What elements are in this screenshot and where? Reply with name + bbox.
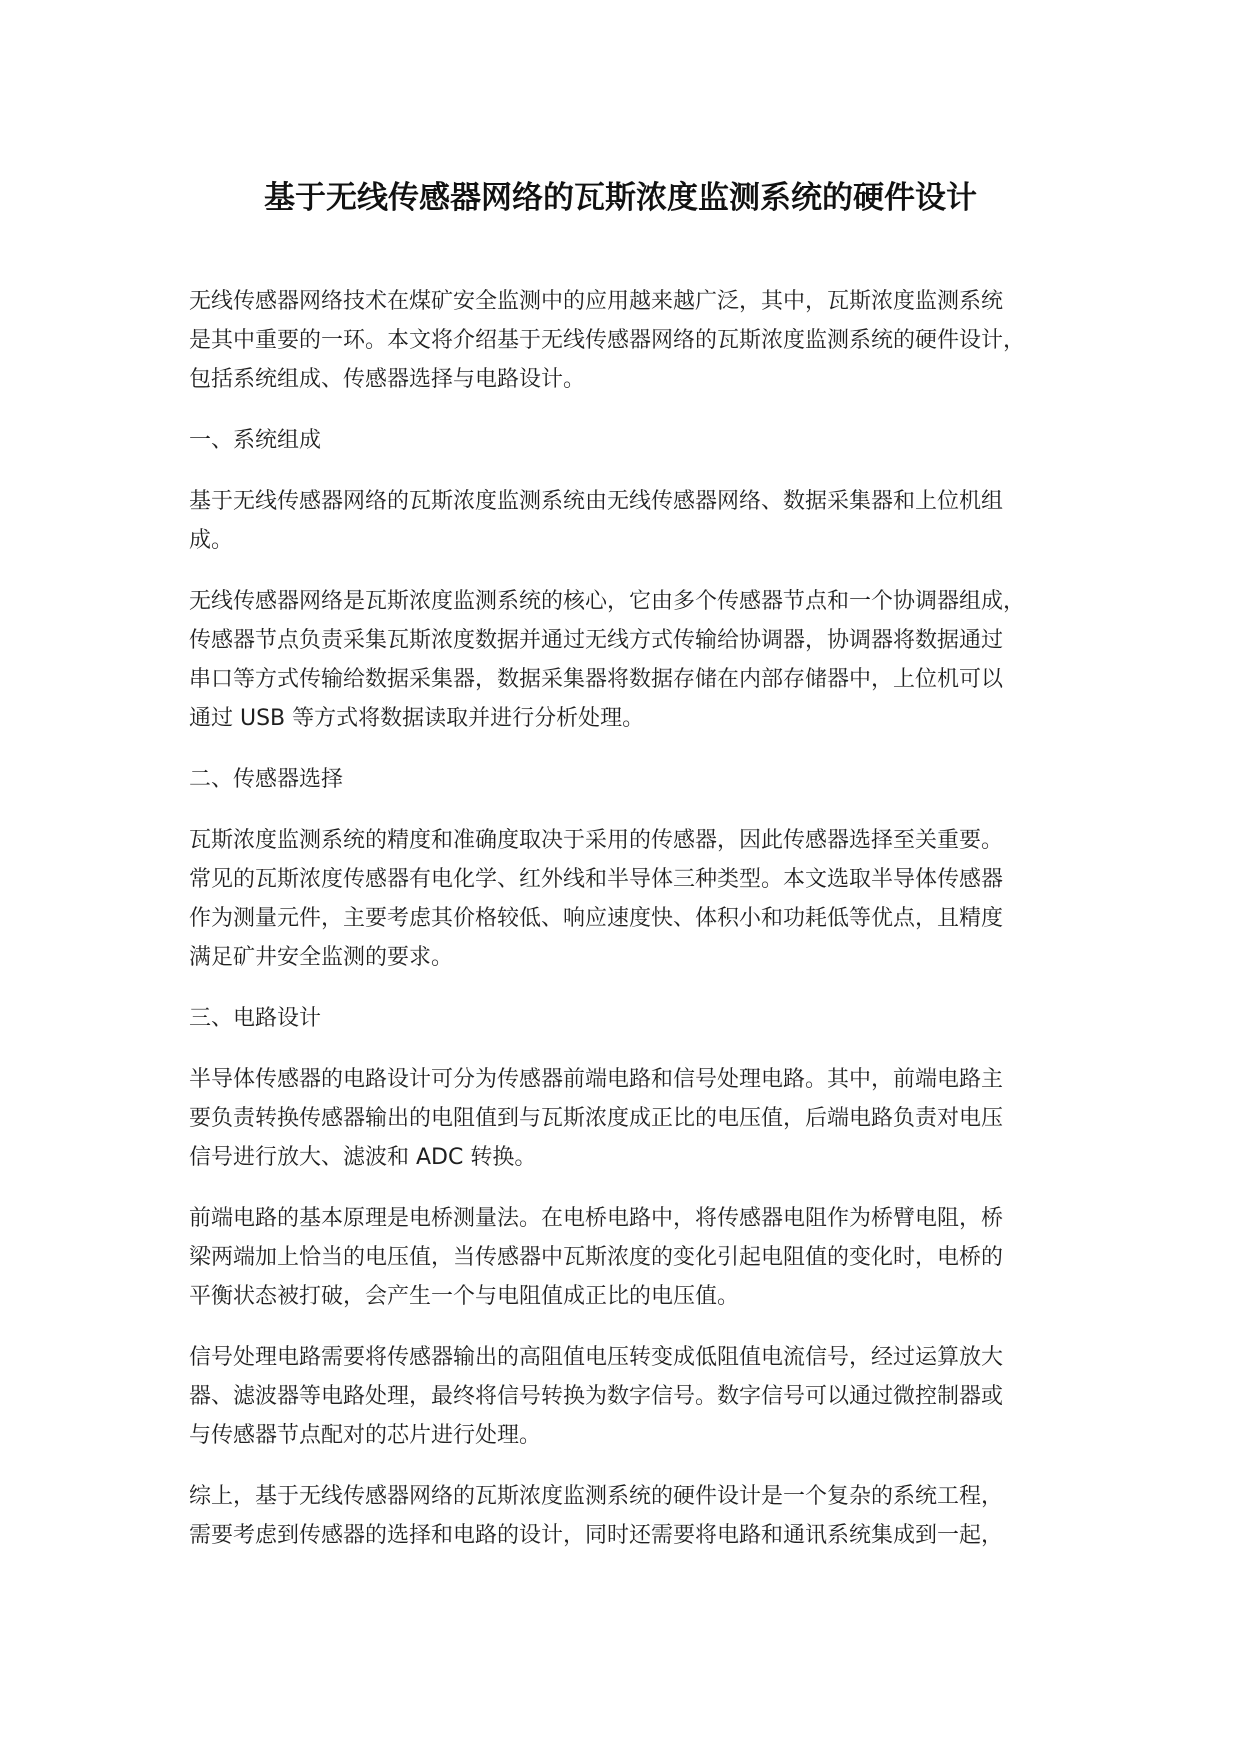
section-heading: [189, 760, 1079, 799]
text-line: 要负责转换传感器输出的电阻值到与瓦斯浓度成正比的电压值，后端电路负责对电压: [189, 1106, 1004, 1131]
text-line: 基于无线传感器网络的瓦斯浓度监测系统由无线传感器网络、数据采集器和上位机组: [189, 489, 1004, 514]
paragraph: [189, 282, 1079, 399]
text-line: 器、滤波器等电路处理，最终将信号转换为数字信号。数字信号可以通过微控制器或: [189, 1384, 1004, 1409]
text-line: 与传感器节点配对的芯片进行处理。: [189, 1423, 542, 1448]
text-line: 前端电路的基本原理是电桥测量法。在电桥电路中，将传感器电阻作为桥臂电阻，桥: [189, 1206, 1004, 1231]
text-line: 无线传感器网络是瓦斯浓度监测系统的核心，它由多个传感器节点和一个协调器组成，: [189, 589, 1026, 614]
text-line: 信号进行放大、滤波和 ADC 转换。: [189, 1145, 537, 1170]
text-line: 包括系统组成、传感器选择与电路设计。: [189, 367, 586, 392]
section-heading: [189, 421, 1079, 460]
text-line: 无线传感器网络技术在煤矿安全监测中的应用越来越广泛，其中，瓦斯浓度监测系统: [189, 289, 1004, 314]
text-line: 满足矿井安全监测的要求。: [189, 945, 454, 970]
text-line: 梁两端加上恰当的电压值，当传感器中瓦斯浓度的变化引起电阻值的变化时，电桥的: [189, 1245, 1004, 1270]
text-line: 三、电路设计: [189, 1006, 322, 1031]
text-line: 成。: [189, 528, 234, 553]
text-line: 需要考虑到传感器的选择和电路的设计，同时还需要将电路和通讯系统集成到一起，: [189, 1523, 1004, 1548]
paragraph: [189, 582, 1079, 738]
text-line: 一、系统组成: [189, 428, 322, 453]
text-line: 是其中重要的一环。本文将介绍基于无线传感器网络的瓦斯浓度监测系统的硬件设计，: [189, 328, 1026, 353]
paragraph: [189, 821, 1079, 977]
text-line: 瓦斯浓度监测系统的精度和准确度取决于采用的传感器，因此传感器选择至关重要。: [189, 828, 1004, 853]
text-line: 作为测量元件，主要考虑其价格较低、响应速度快、体积小和功耗低等优点，且精度: [189, 906, 1004, 931]
paragraph: [189, 482, 1079, 560]
paragraph: [189, 1199, 1079, 1316]
text-line: 综上，基于无线传感器网络的瓦斯浓度监测系统的硬件设计是一个复杂的系统工程，: [189, 1484, 1004, 1509]
text-line: 传感器节点负责采集瓦斯浓度数据并通过无线方式传输给协调器，协调器将数据通过: [189, 628, 1004, 653]
document-title: 基于无线传感器网络的瓦斯浓度监测系统的硬件设计: [264, 180, 977, 216]
text-line: 平衡状态被打破，会产生一个与电阻值成正比的电压值。: [189, 1284, 740, 1309]
text-line: 通过 USB 等方式将数据读取并进行分析处理。: [189, 706, 645, 731]
text-line: 信号处理电路需要将传感器输出的高阻值电压转变成低阻值电流信号，经过运算放大: [189, 1345, 1004, 1370]
text-line: 常见的瓦斯浓度传感器有电化学、红外线和半导体三种类型。本文选取半导体传感器: [189, 867, 1004, 892]
document-body: [189, 282, 1079, 1577]
paragraph: [189, 1338, 1079, 1455]
text-line: 二、传感器选择: [189, 767, 344, 792]
text-line: 半导体传感器的电路设计可分为传感器前端电路和信号处理电路。其中，前端电路主: [189, 1067, 1004, 1092]
paragraph: [189, 1477, 1079, 1555]
paragraph: [189, 1060, 1079, 1177]
section-heading: [189, 999, 1079, 1038]
text-line: 串口等方式传输给数据采集器，数据采集器将数据存储在内部存储器中，上位机可以: [189, 667, 1004, 692]
